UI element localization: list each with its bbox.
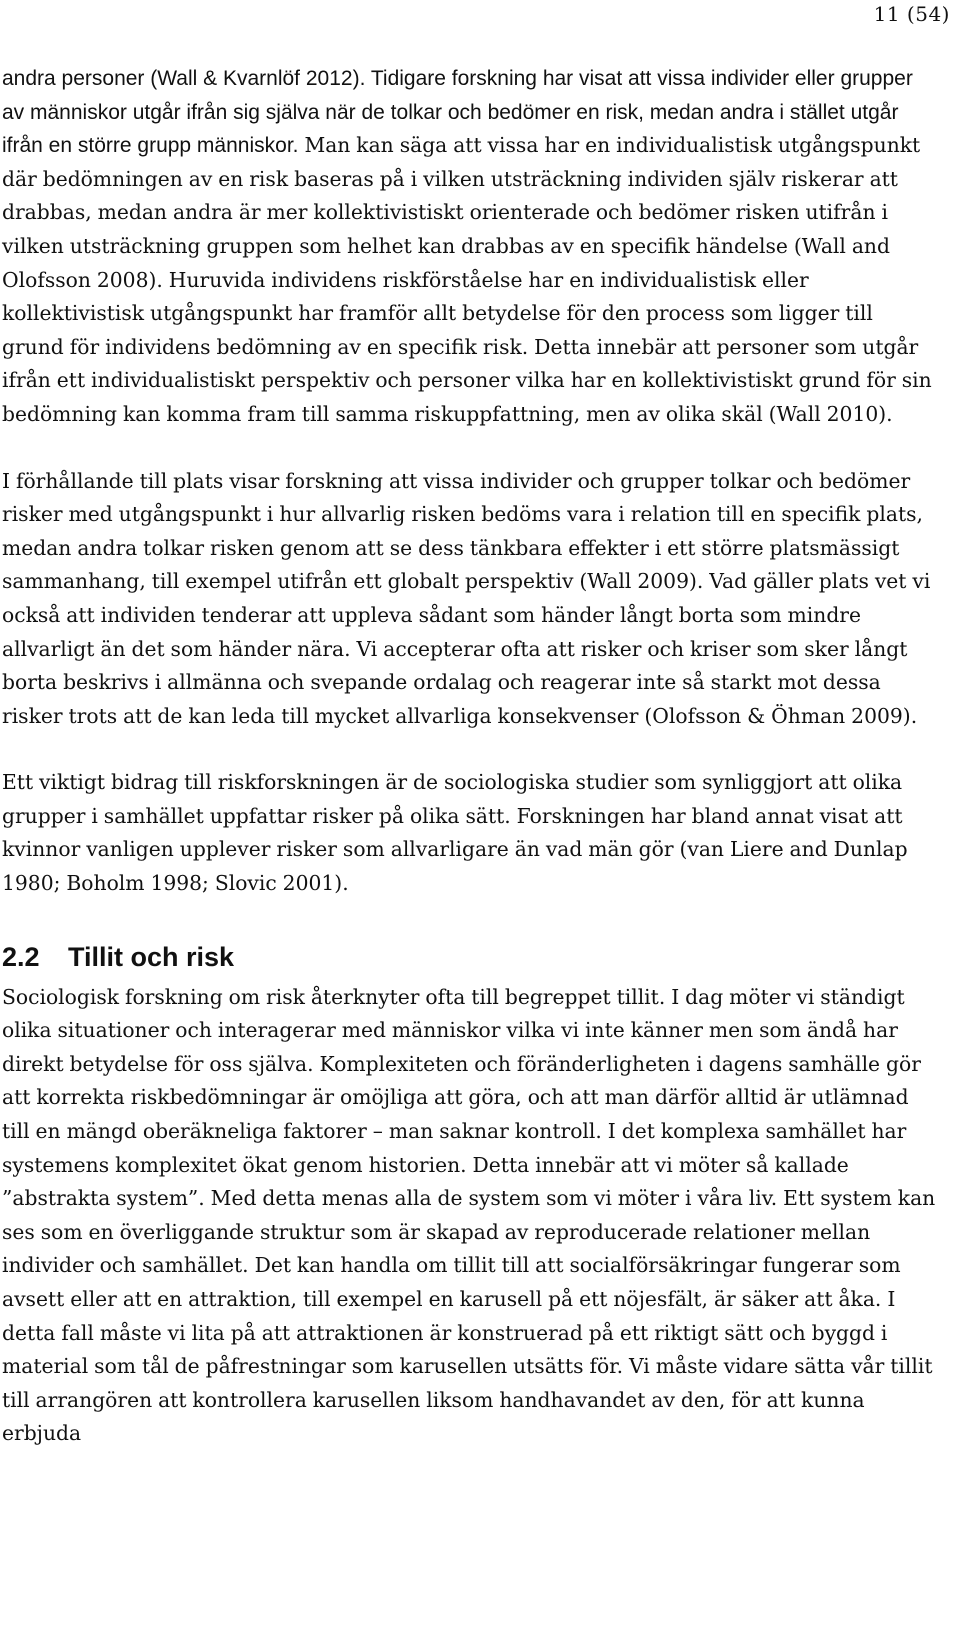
- section-number: 2.2: [2, 941, 40, 972]
- paragraph-trust: Sociologisk forskning om risk återknyter ofta till begreppet tillit. I dag möter vi ständigt olika situationer och interagerar med människor vilka vi inte känner men som ändå har direkt betydelse för oss själva. Komplexiteten och föränderligheten i dagens samhälle gör att korrekta riskbedömningar är omöjliga att göra, och att man därför alltid är utlämnad till en mängd oberäkneliga faktorer – man saknar kontroll. I det komplexa samhället har systemens komplexitet ökat genom historien. Detta innebär att vi möter så kallade ”abstrakta system”. Med detta menas alla de system som vi möter i våra liv. Ett system kan ses som en överliggande struktur som är skapad av reproducerade relationer mellan individer och samhället. Det kan handla om tillit till att socialförsäkringar fungerar som avsett eller att en attraktion, till exempel en karusell på ett nöjesfält, är säker att åka. I detta fall måste vi lita på att attraktionen är konstruerad på ett riktigt sätt och byggd i material som tål de påfrestningar som karusellen utsätts för. Vi måste vidare sätta vår tillit till arrangören att kontrollera karusellen liksom handhavandet av den, för att kunna erbjuda: [2, 984, 936, 1446]
- paragraph-individualism: [2, 62, 937, 432]
- paragraph-place: I förhållande till plats visar forskning att vissa individer och grupper tolkar och bedömer risker med utgångspunkt i hur allvarlig risken bedöms vara i relation till en specifik plats, medan andra tolkar risken genom att se dess tänkbara effekter i ett större platsmässigt sammanhang, till exempel utifrån ett globalt perspektiv (Wall 2009). Vad gäller plats vet vi också att individen tenderar att uppleva sådant som händer långt borta som mindre allvarligt än det som händer nära. Vi accepterar ofta att risker och kriser som sker långt borta beskrivs i allmänna och svepande ordalag och reagerar inte så starkt mot dessa risker trots att de kan leda till mycket allvarliga konsekvenser (Olofsson & Öhman 2009).: [2, 468, 931, 728]
- section-title: Tillit och risk: [68, 941, 235, 972]
- section-heading: [2, 937, 937, 977]
- paragraph-lead-text: andra personer (Wall & Kvarnlöf 2012). Tidigare forskning har visat att vissa individer eller grupper av människor utgår ifrån sig själva när de tolkar och bedömer en risk, medan andra i stället utgår ifrån en större grupp människor.: [2, 67, 913, 158]
- paragraph-sociology: Ett viktigt bidrag till riskforskningen är de sociologiska studier som synliggjort att olika grupper i samhället uppfattar risker på olika sätt. Forskningen har bland annat visat att kvinnor vanligen upplever risker som allvarligare än vad män gör (van Liere and Dunlap 1980; Boholm 1998; Slovic 2001).: [2, 770, 908, 896]
- document-body: [2, 62, 937, 1451]
- paragraph-text: Man kan säga att vissa har en individualistisk utgångspunkt där bedömningen av en risk baseras på i vilken utsträckning individen själv riskerar att drabbas, medan andra är mer kollektivistiskt orienterade och bedömer risken utifrån i vilken utsträckning gruppen som helhet kan drabbas av en specifik händelse (Wall and Olofsson 2008). Huruvida individens riskförståelse har en individualistisk eller kollektivistisk utgångspunkt har framför allt betydelse för den process som ligger till grund för individens bedömning av en specifik risk. Detta innebär att personer som utgår ifrån ett individualistiskt perspektiv och personer vilka har en kollektivistiskt grund för sin bedömning kan komma fram till samma riskuppfattning, men av olika skäl (Wall 2010).: [2, 133, 932, 426]
- page-number: 11 (54): [873, 2, 950, 26]
